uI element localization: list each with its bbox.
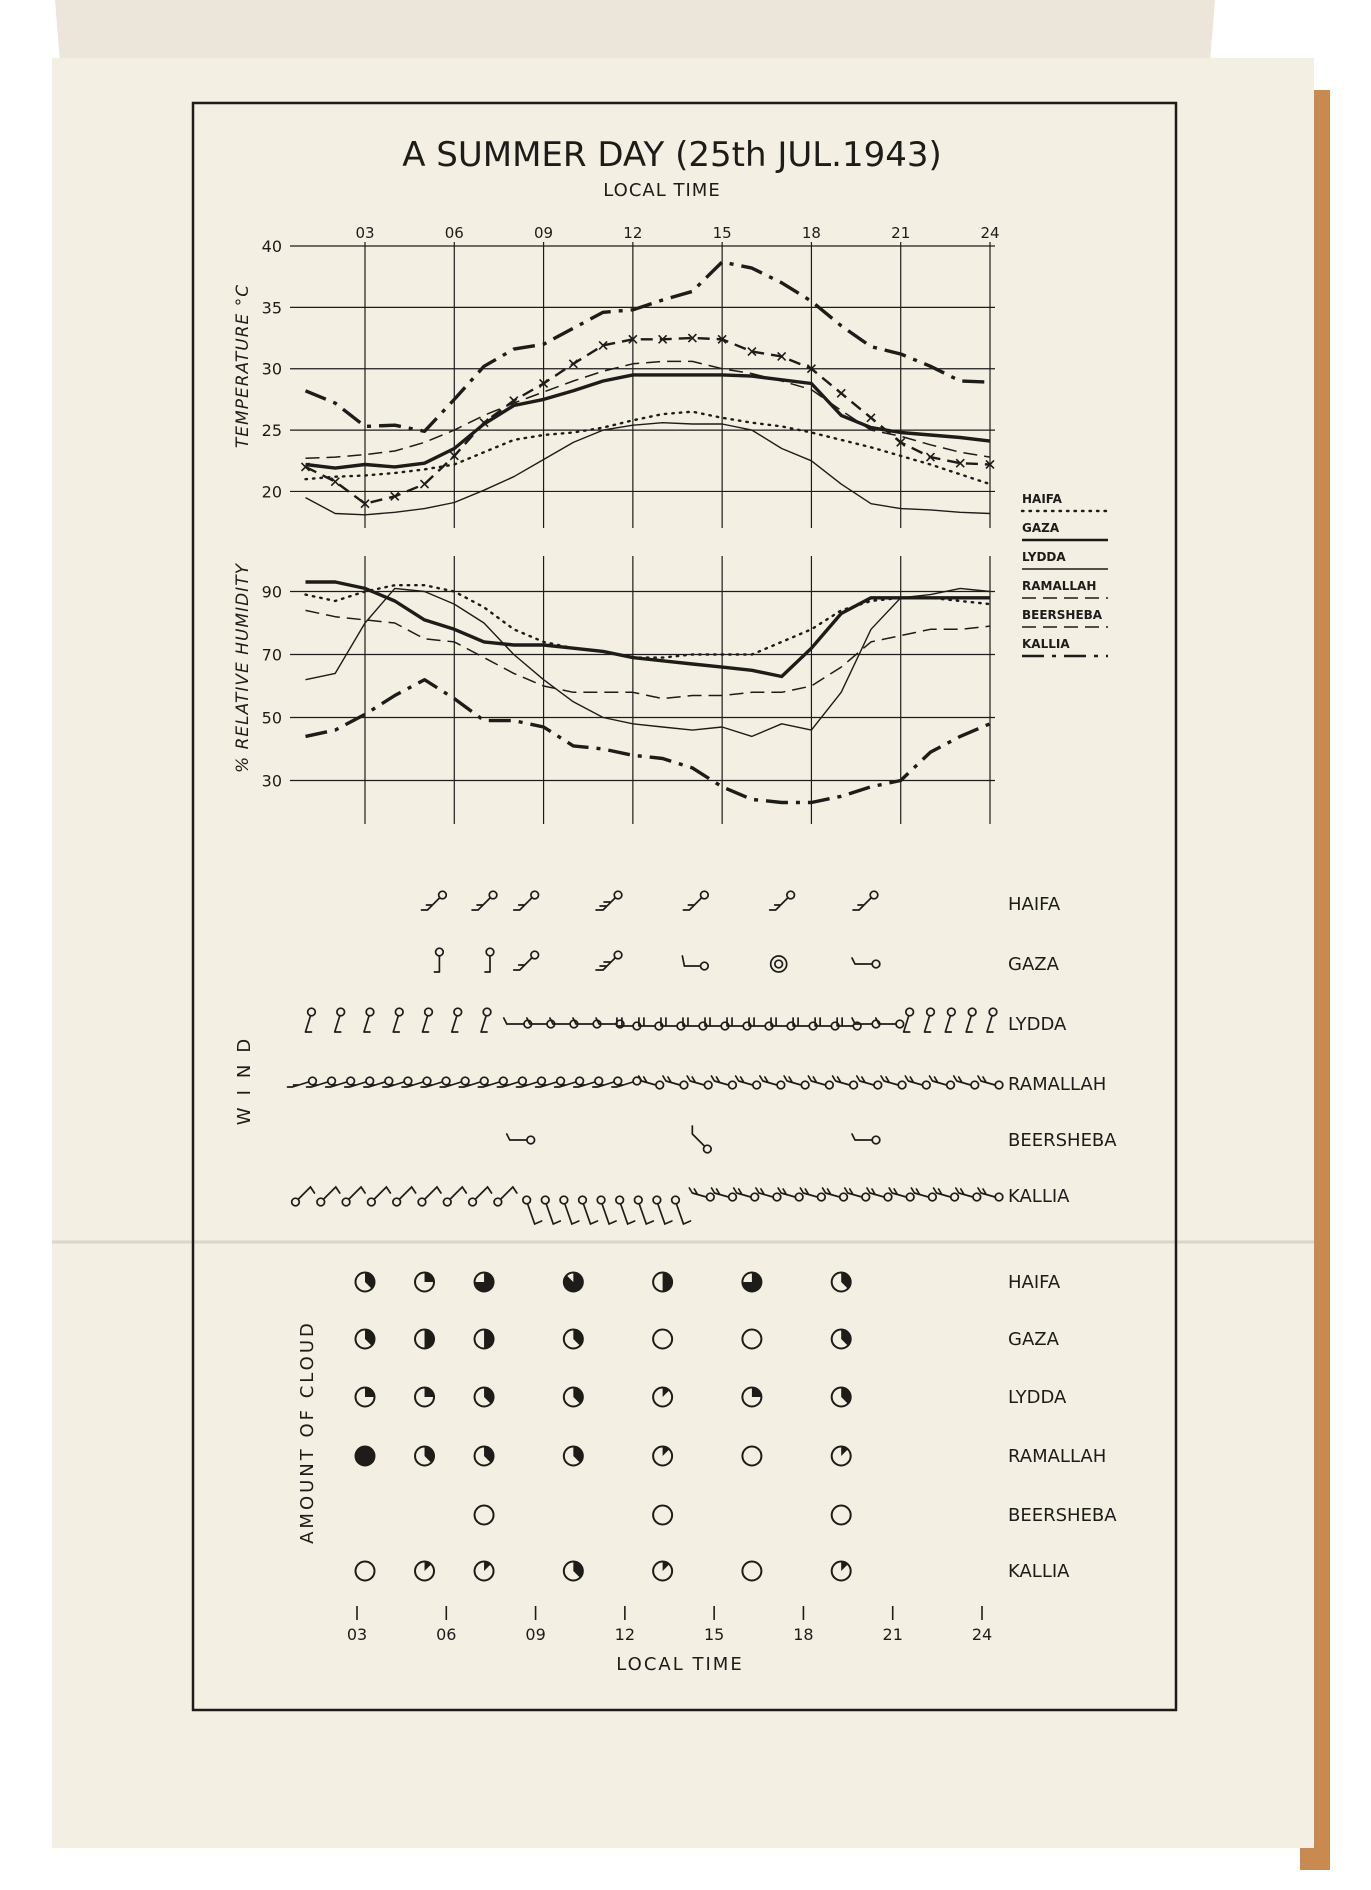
top-tick-label: 18	[801, 224, 821, 242]
legend-label: HAIFA	[1022, 492, 1062, 506]
bottom-tick-label: 18	[793, 1625, 814, 1644]
cloud-symbol	[356, 1388, 375, 1407]
cloud-symbol	[564, 1273, 583, 1292]
cloud-circle	[742, 1562, 761, 1581]
cloud-station-label: RAMALLAH	[1008, 1446, 1107, 1467]
cloud-symbol	[742, 1388, 761, 1407]
top-tick-label: 21	[891, 224, 911, 242]
cloud-symbol	[564, 1447, 583, 1466]
cloud-station-label: BEERSHEBA	[1008, 1505, 1117, 1526]
y-tick-label: 40	[261, 237, 282, 256]
legend-label: BEERSHEBA	[1022, 608, 1103, 622]
cloud-symbol	[653, 1388, 672, 1407]
y-tick-label: 90	[261, 582, 282, 602]
cloud-symbol	[475, 1447, 494, 1466]
y-tick-label: 70	[261, 645, 282, 665]
cloud-symbol	[415, 1388, 434, 1407]
wind-axis-title: WIND	[234, 1026, 255, 1126]
cloud-symbol	[653, 1273, 672, 1292]
legend-label: GAZA	[1022, 521, 1060, 535]
wind-station-label: KALLIA	[1008, 1186, 1070, 1207]
cloud-symbol	[832, 1387, 851, 1406]
chart-subtitle: LOCAL TIME	[603, 180, 721, 201]
y-tick-label: 30	[261, 359, 282, 379]
cloud-axis-title: AMOUNT OF CLOUD	[297, 1320, 318, 1544]
cloud-station-label: LYDDA	[1008, 1387, 1067, 1408]
cloud-symbol	[832, 1273, 851, 1292]
wind-station-label: GAZA	[1008, 954, 1059, 975]
bottom-tick-label: 15	[703, 1625, 725, 1644]
cloud-symbol	[742, 1273, 761, 1292]
bottom-tick-label: 21	[882, 1625, 903, 1644]
top-tick-label: 06	[444, 224, 464, 242]
cloud-symbol	[475, 1388, 494, 1407]
cloud-symbol	[653, 1330, 672, 1349]
y-tick-label: 25	[261, 421, 282, 441]
cloud-fill	[564, 1273, 583, 1292]
bottom-tick-label: 09	[525, 1625, 546, 1644]
y-tick-label: 20	[261, 482, 282, 502]
top-tick-label: 24	[980, 224, 1000, 242]
cloud-symbol	[564, 1562, 583, 1581]
cloud-symbol	[832, 1506, 851, 1525]
cloud-symbol	[832, 1562, 851, 1581]
cloud-circle	[742, 1330, 761, 1349]
chart-title: A SUMMER DAY (25th JUL.1943)	[402, 135, 942, 175]
bottom-tick-label: 24	[971, 1625, 993, 1644]
legend-label: KALLIA	[1022, 637, 1070, 651]
cloud-fill	[356, 1447, 375, 1466]
y-tick-label: 35	[261, 298, 282, 318]
cloud-circle	[356, 1562, 375, 1581]
wind-station-label: RAMALLAH	[1008, 1074, 1107, 1095]
cloud-symbol	[742, 1562, 761, 1581]
cloud-symbol	[356, 1273, 375, 1292]
bottom-tick-label: 12	[614, 1625, 636, 1644]
y-tick-label: 30	[261, 771, 282, 791]
cloud-circle	[653, 1506, 672, 1525]
cloud-symbol	[415, 1273, 434, 1292]
cloud-symbol	[742, 1330, 761, 1349]
cloud-symbol	[832, 1330, 851, 1349]
bottom-tick-label: 03	[346, 1625, 368, 1644]
cloud-symbol	[356, 1562, 375, 1581]
top-tick-label: 12	[623, 224, 643, 242]
cloud-circle	[653, 1330, 672, 1349]
cloud-station-label: GAZA	[1008, 1329, 1059, 1350]
top-tick-label: 09	[534, 224, 554, 242]
cloud-symbol	[742, 1447, 761, 1466]
cloud-symbol	[653, 1447, 672, 1466]
wind-station-label: HAIFA	[1008, 894, 1061, 915]
cloud-symbol	[415, 1562, 434, 1581]
cloud-circle	[832, 1506, 851, 1525]
top-tick-label: 15	[712, 224, 732, 242]
cloud-circle	[475, 1506, 494, 1525]
cloud-symbol	[475, 1330, 494, 1349]
previous-page	[55, 0, 1215, 62]
cloud-symbol	[832, 1447, 851, 1466]
cloud-station-label: KALLIA	[1008, 1561, 1070, 1582]
cloud-symbol	[415, 1330, 434, 1349]
cloud-symbol	[475, 1506, 494, 1525]
cloud-symbol	[564, 1388, 583, 1407]
cloud-symbol	[653, 1562, 672, 1581]
bottom-axis-title: LOCAL TIME	[616, 1654, 744, 1675]
cloud-symbol	[475, 1562, 494, 1581]
humidity-axis-title: % RELATIVE HUMIDITY	[233, 563, 253, 773]
bottom-tick-label: 06	[436, 1625, 457, 1644]
cloud-station-label: HAIFA	[1008, 1272, 1061, 1293]
cloud-symbol	[564, 1330, 583, 1349]
legend-label: RAMALLAH	[1022, 579, 1097, 593]
wind-station-label: BEERSHEBA	[1008, 1130, 1117, 1151]
cloud-circle	[742, 1447, 761, 1466]
cloud-symbol	[475, 1273, 494, 1292]
temperature-axis-title: TEMPERATURE °C	[233, 283, 253, 449]
wind-station-label: LYDDA	[1008, 1014, 1067, 1035]
y-tick-label: 50	[261, 708, 282, 728]
cloud-symbol	[653, 1506, 672, 1525]
top-tick-label: 03	[355, 224, 375, 242]
cloud-symbol	[356, 1330, 375, 1349]
cloud-symbol	[356, 1447, 375, 1466]
legend-label: LYDDA	[1022, 550, 1066, 564]
cloud-symbol	[415, 1447, 434, 1466]
